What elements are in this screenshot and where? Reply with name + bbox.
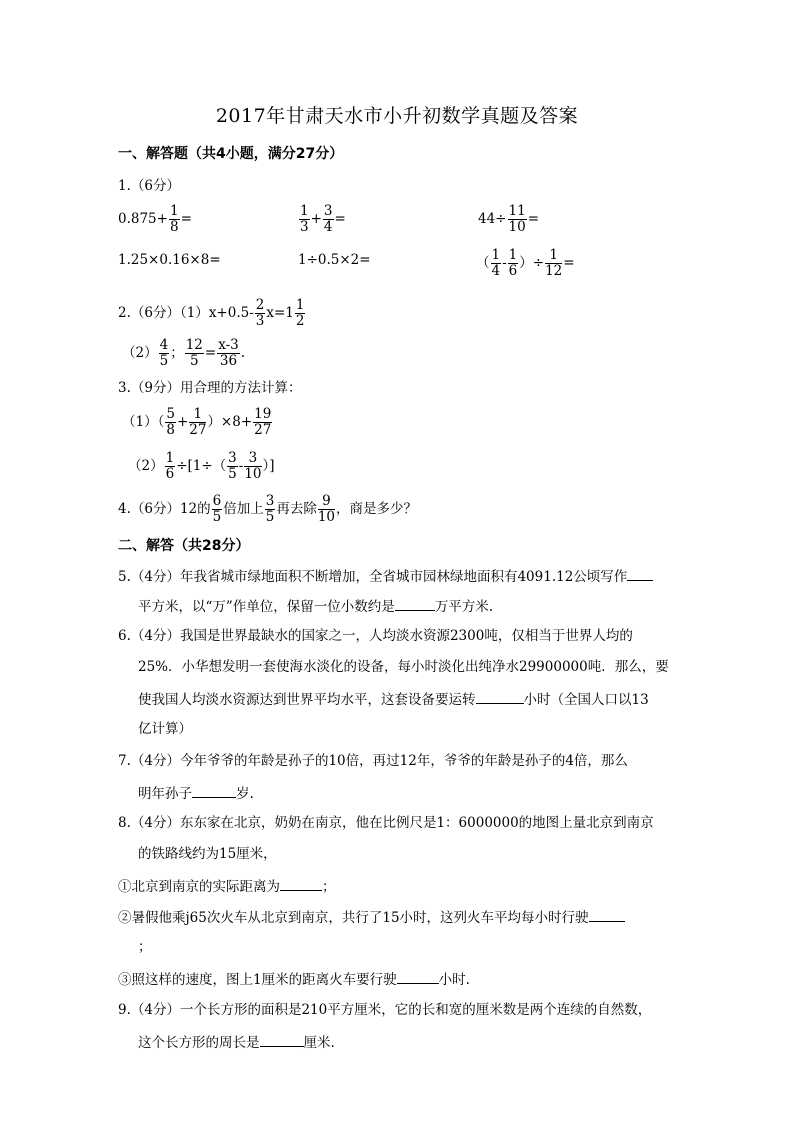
- q6-line-2: 25%．小华想发明一套使海水淡化的设备，每小时淡化出纯净水29900000吨．那么，要: [138, 659, 669, 675]
- fraction: $\frac{x-3}{36}$: [218, 337, 239, 369]
- fraction: $\frac{3}{4}$: [323, 203, 333, 235]
- fraction: $\frac{1}{12}$: [545, 247, 563, 279]
- q3-number: 3.（9分）用合理的方法计算：: [118, 380, 302, 396]
- q8-line-5: ；: [138, 939, 152, 955]
- q7-line-1: 7.（4分）今年爷爷的年龄是孙子的10倍，再过12年，爷爷的年龄是孙子的4倍，那么: [118, 753, 628, 769]
- fraction: $\frac{19}{27}$: [254, 406, 272, 438]
- fraction: $\frac{11}{10}$: [508, 203, 526, 235]
- q5-line-1: 5.（4分）年我省城市绿地面积不断增加，全省城市园林绿地面积有4091.12公顷写作: [118, 566, 653, 586]
- fraction: $\frac{1}{3}$: [300, 203, 309, 235]
- q9-line-1: 9.（4分）一个长方形的面积是210平方厘米，它的长和宽的厘米数是两个连续的自然数，: [118, 1002, 652, 1018]
- fraction: $\frac{4}{5}$: [159, 337, 169, 369]
- fraction: $\frac{1}{2}$: [295, 297, 305, 329]
- q1-expr-c: 44÷ $\frac{11}{10}$ =: [478, 203, 539, 235]
- fraction: $\frac{3}{5}$: [228, 450, 237, 482]
- answer-blank: [627, 566, 653, 581]
- page-title: 2017年甘肃天水市小升初数学真题及答案: [215, 105, 579, 127]
- answer-blank: [192, 783, 236, 798]
- q1-expr-e: 1÷0.5×2=: [298, 252, 371, 268]
- q8-line-2: 的铁路线约为15厘米，: [138, 846, 277, 862]
- q2-part-1: 2.（6分）（1）x+0.5- $\frac{2}{3}$ x=1 $\frac{1}{2}$: [118, 297, 305, 329]
- q6-line-3: 使我国人均淡水资源达到世界平均水平，这套设备要运转 小时（全国人口以13: [138, 689, 649, 709]
- answer-blank: [589, 907, 625, 922]
- fraction: $\frac{1}{27}$: [189, 406, 207, 438]
- answer-blank: [280, 876, 322, 891]
- q6-line-4: 亿计算）: [138, 721, 192, 737]
- fraction: $\frac{12}{5}$: [185, 337, 203, 369]
- q1-expr-b: $\frac{1}{3}$ + $\frac{3}{4}$ =: [300, 203, 346, 235]
- fraction: $\frac{9}{10}$: [317, 493, 336, 525]
- fraction: $\frac{1}{4}$: [491, 247, 501, 279]
- q8-line-1: 8.（4分）东东家在北京，奶奶在南京，他在比例尺是1：6000000的地图上量北京到南京: [118, 815, 654, 831]
- q8-line-4: ②暑假他乘j65次火车从北京到南京，共行了15小时，这列火车平均每小时行驶: [118, 907, 625, 927]
- q1-expr-f: （ $\frac{1}{4}$ - $\frac{1}{6}$ ）÷ $\frac{1}{12}$ =: [476, 247, 575, 279]
- q6-line-1: 6.（4分）我国是世界最缺水的国家之一，人均淡水资源2300吨，仅相当于世界人均的: [118, 628, 633, 644]
- answer-blank: [476, 689, 524, 704]
- q2-part-2: （2） $\frac{4}{5}$ ； $\frac{12}{5}$ = $\frac{x-3}{36}$ .: [122, 337, 246, 369]
- q7-line-2: 明年孙子 岁.: [138, 783, 254, 803]
- fraction: $\frac{1}{8}$: [169, 203, 179, 235]
- answer-blank: [260, 1032, 304, 1047]
- fraction: $\frac{3}{10}$: [244, 450, 262, 482]
- section-heading-2: 二、解答（共28分）: [118, 538, 250, 554]
- q4-text: 4.（6分）12的 $\frac{6}{5}$ 倍加上 $\frac{3}{5}$ 再去除 $\frac{9}{10}$ ，商是多少？: [118, 493, 418, 525]
- fraction: $\frac{5}{8}$: [166, 406, 175, 438]
- fraction: $\frac{6}{5}$: [212, 493, 222, 525]
- q8-line-6: ③照这样的速度，图上1厘米的距离火车要行驶 小时.: [118, 969, 470, 989]
- q9-line-2: 这个长方形的周长是 厘米.: [138, 1032, 335, 1052]
- fraction: $\frac{3}{5}$: [265, 493, 275, 525]
- q3-part-2: （2） $\frac{1}{6}$ ÷[1÷（ $\frac{3}{5}$ - $\frac{3}{10}$ ）]: [128, 450, 275, 482]
- answer-blank: [397, 969, 439, 984]
- fraction: $\frac{1}{6}$: [508, 247, 518, 279]
- q5-line-2: 平方米，以“万”作单位，保留一位小数约是 万平方米.: [138, 596, 493, 616]
- q1-expr-a: 0.875+ $\frac{1}{8}$ =: [118, 203, 192, 235]
- answer-blank: [395, 596, 435, 611]
- q3-part-1: （1）（ $\frac{5}{8}$ + $\frac{1}{27}$ ）×8+ $\frac{19}{27}$: [122, 406, 272, 438]
- fraction: $\frac{1}{6}$: [165, 450, 175, 482]
- fraction: $\frac{2}{3}$: [255, 297, 265, 329]
- q8-line-3: ①北京到南京的实际距离为 ；: [118, 876, 336, 896]
- q1-expr-d: 1.25×0.16×8=: [118, 252, 221, 268]
- q1-number: 1.（6分）: [118, 178, 180, 194]
- section-heading-1: 一、解答题（共4小题，满分27分）: [118, 146, 344, 162]
